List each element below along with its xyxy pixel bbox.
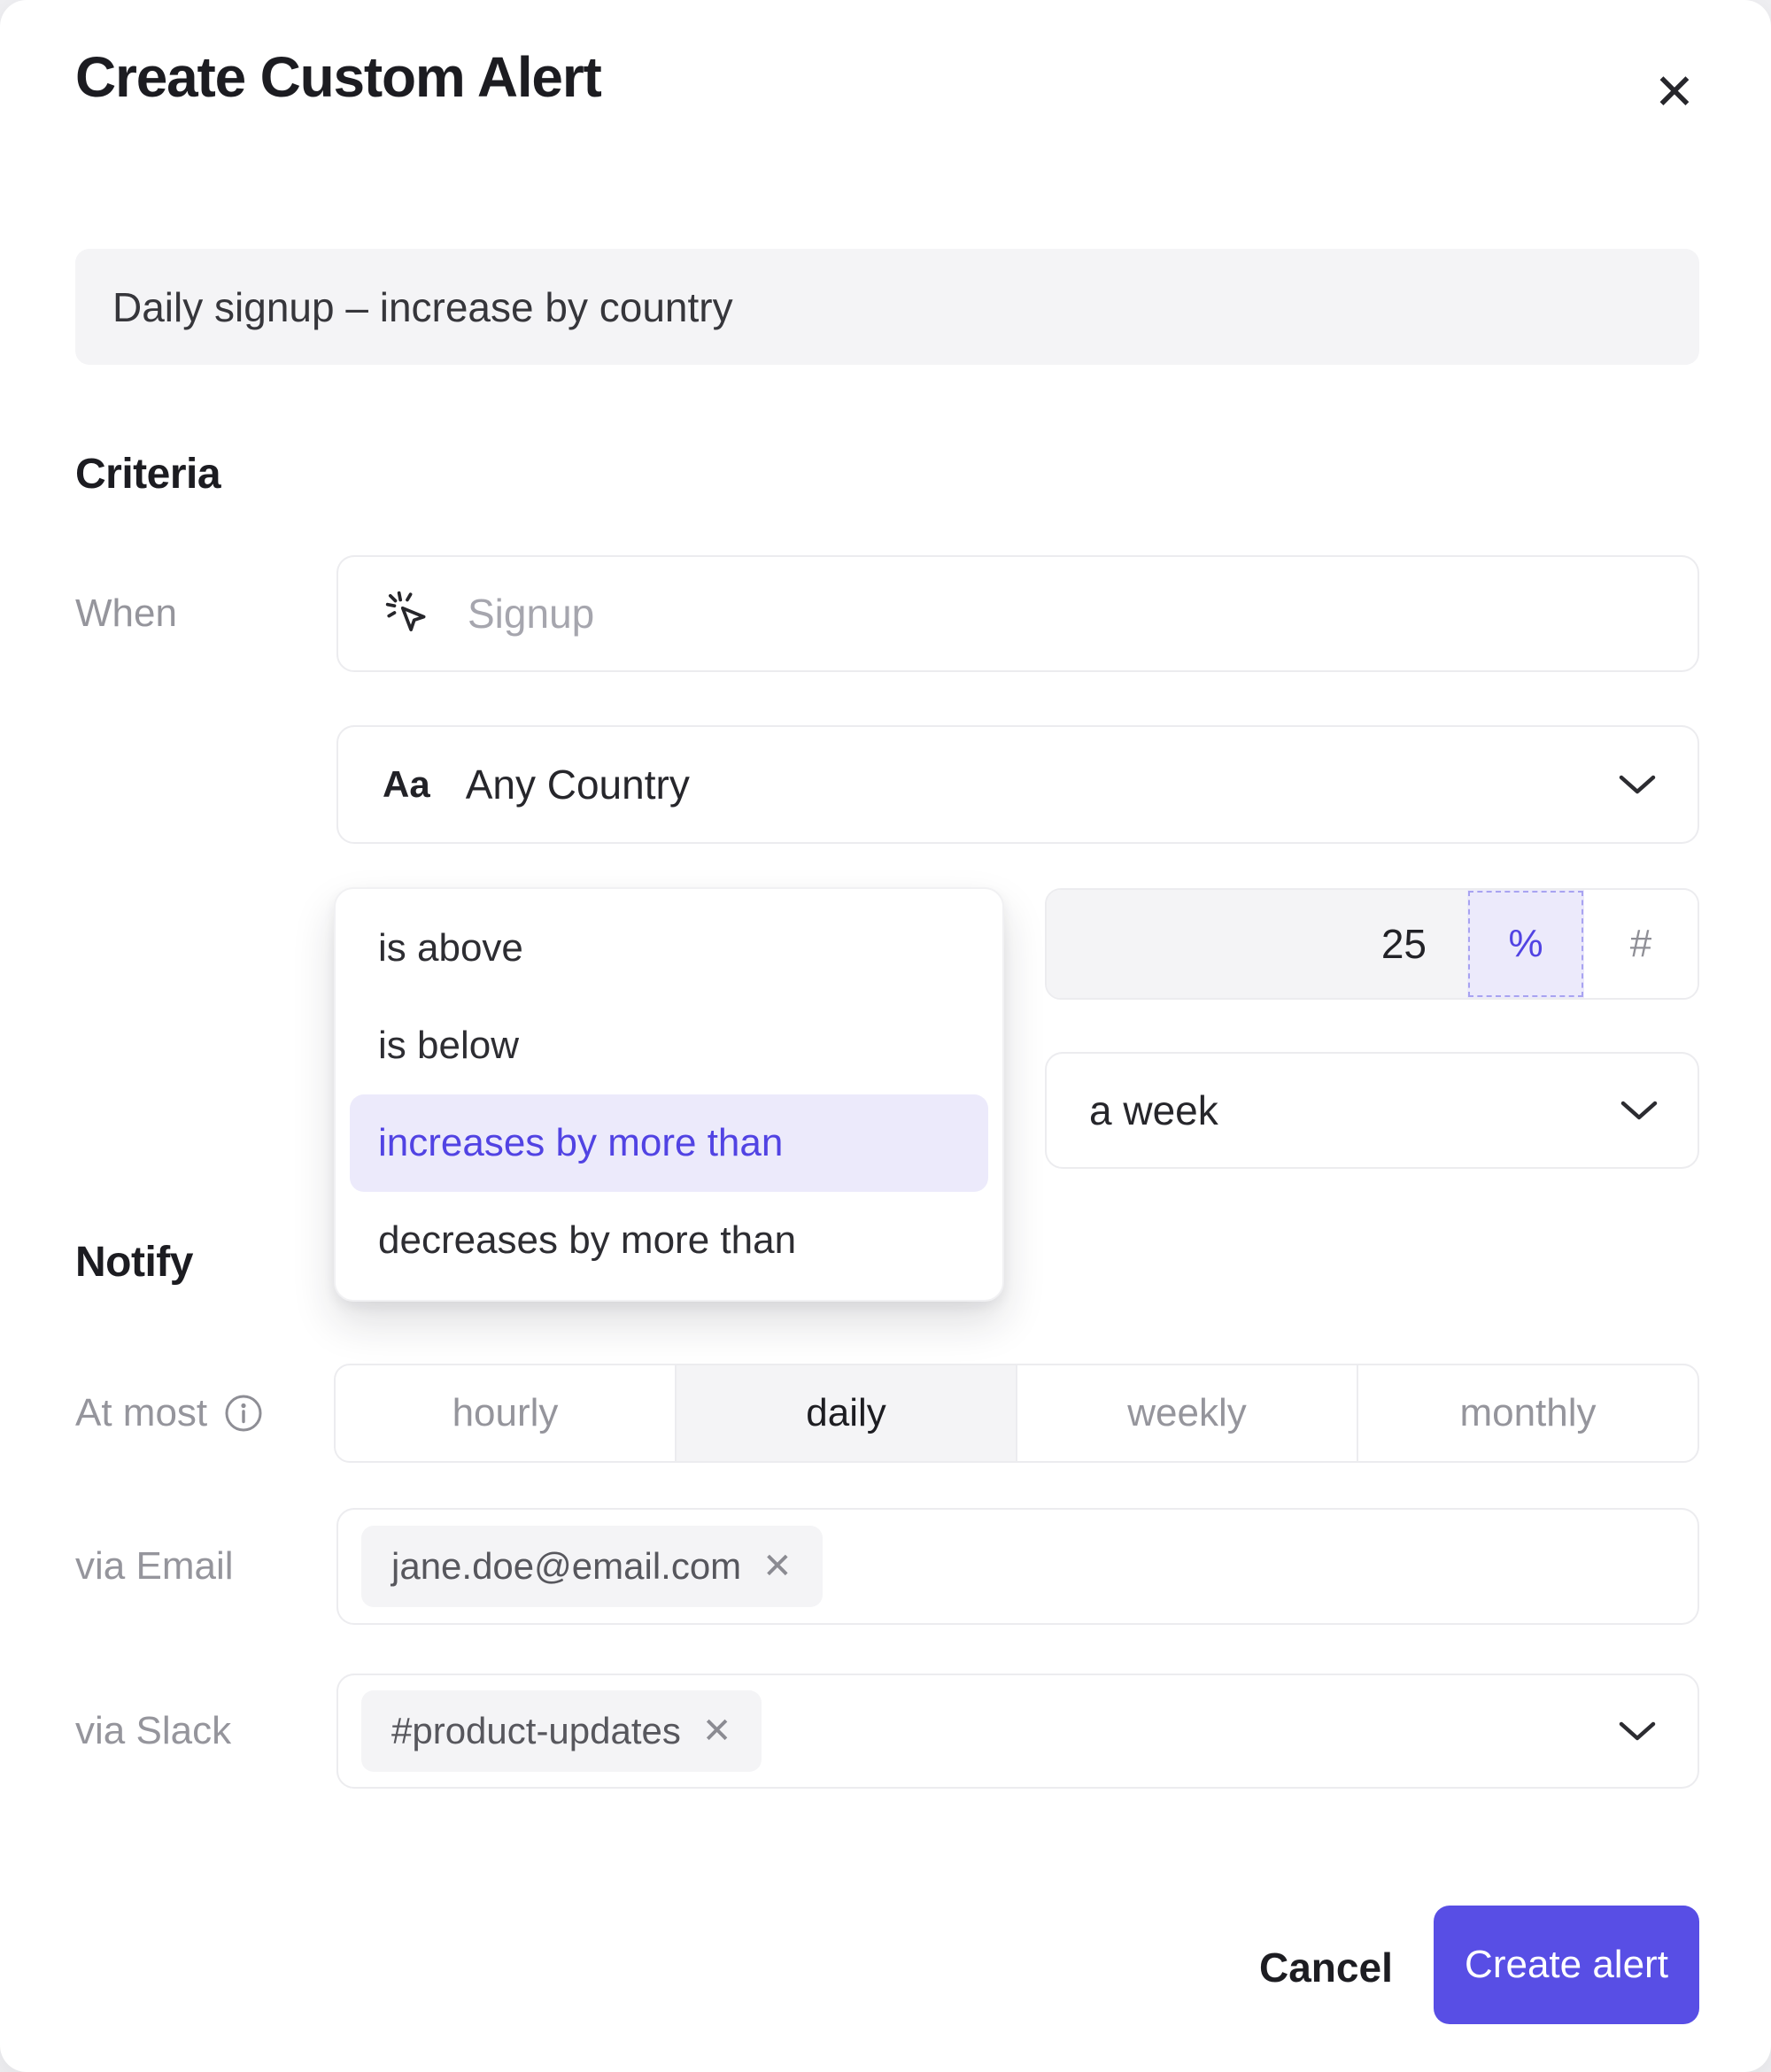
slack-channel-select[interactable] — [336, 1674, 1699, 1789]
event-input[interactable] — [466, 589, 1653, 638]
via-email-label: via Email — [75, 1544, 234, 1588]
email-recipients-field[interactable] — [336, 1508, 1699, 1625]
menu-item-increases-by-more-than[interactable]: increases by more than — [350, 1094, 988, 1192]
threshold-control — [1045, 888, 1699, 1000]
period-select[interactable] — [1045, 1052, 1699, 1169]
segment-hourly[interactable]: hourly — [452, 1391, 559, 1434]
operator-dropdown-menu — [334, 887, 1004, 1302]
at-most-label-text: At most — [75, 1391, 208, 1434]
unit-percent-toggle[interactable]: % — [1467, 890, 1584, 998]
threshold-input[interactable] — [1047, 890, 1467, 998]
at-most-label — [75, 1364, 264, 1463]
menu-item-is-above[interactable]: is above — [378, 926, 523, 970]
text-format-icon: Aa — [383, 763, 430, 805]
menu-item-is-below[interactable]: is below — [378, 1024, 519, 1067]
chevron-down-icon — [1618, 773, 1657, 796]
slack-chip-text: #product-updates — [391, 1710, 681, 1751]
cursor-click-icon — [383, 588, 434, 639]
remove-email-icon[interactable]: ✕ — [762, 1546, 793, 1587]
event-select-field[interactable] — [336, 555, 1699, 672]
chevron-down-icon — [1618, 1720, 1657, 1743]
chevron-down-icon — [1620, 1099, 1659, 1122]
slack-chip — [361, 1690, 762, 1772]
breakdown-select[interactable] — [336, 725, 1699, 844]
segment-daily[interactable]: daily — [675, 1365, 1016, 1461]
menu-item-decreases-by-more-than[interactable]: decreases by more than — [378, 1218, 797, 1262]
remove-slack-icon[interactable]: ✕ — [701, 1711, 732, 1751]
notify-heading: Notify — [75, 1239, 193, 1286]
close-button[interactable] — [1636, 55, 1713, 131]
create-alert-button[interactable]: Create alert — [1434, 1906, 1699, 2024]
breakdown-select-value: Any Country — [465, 762, 690, 808]
segment-monthly[interactable]: monthly — [1357, 1365, 1698, 1461]
close-icon: ✕ — [1653, 64, 1696, 121]
email-chip — [361, 1526, 823, 1607]
via-slack-label: via Slack — [75, 1709, 232, 1752]
period-select-value: a week — [1089, 1087, 1218, 1133]
cancel-button[interactable]: Cancel — [1238, 1927, 1414, 2008]
info-icon — [223, 1393, 264, 1434]
when-label: When — [75, 591, 177, 635]
alert-name-input[interactable] — [75, 249, 1699, 365]
segment-weekly[interactable]: weekly — [1016, 1365, 1357, 1461]
frequency-segmented-control — [334, 1364, 1699, 1463]
page-title: Create Custom Alert — [75, 45, 601, 109]
unit-number-toggle[interactable]: # — [1584, 890, 1698, 998]
email-chip-text: jane.doe@email.com — [391, 1545, 742, 1587]
criteria-heading: Criteria — [75, 451, 221, 498]
